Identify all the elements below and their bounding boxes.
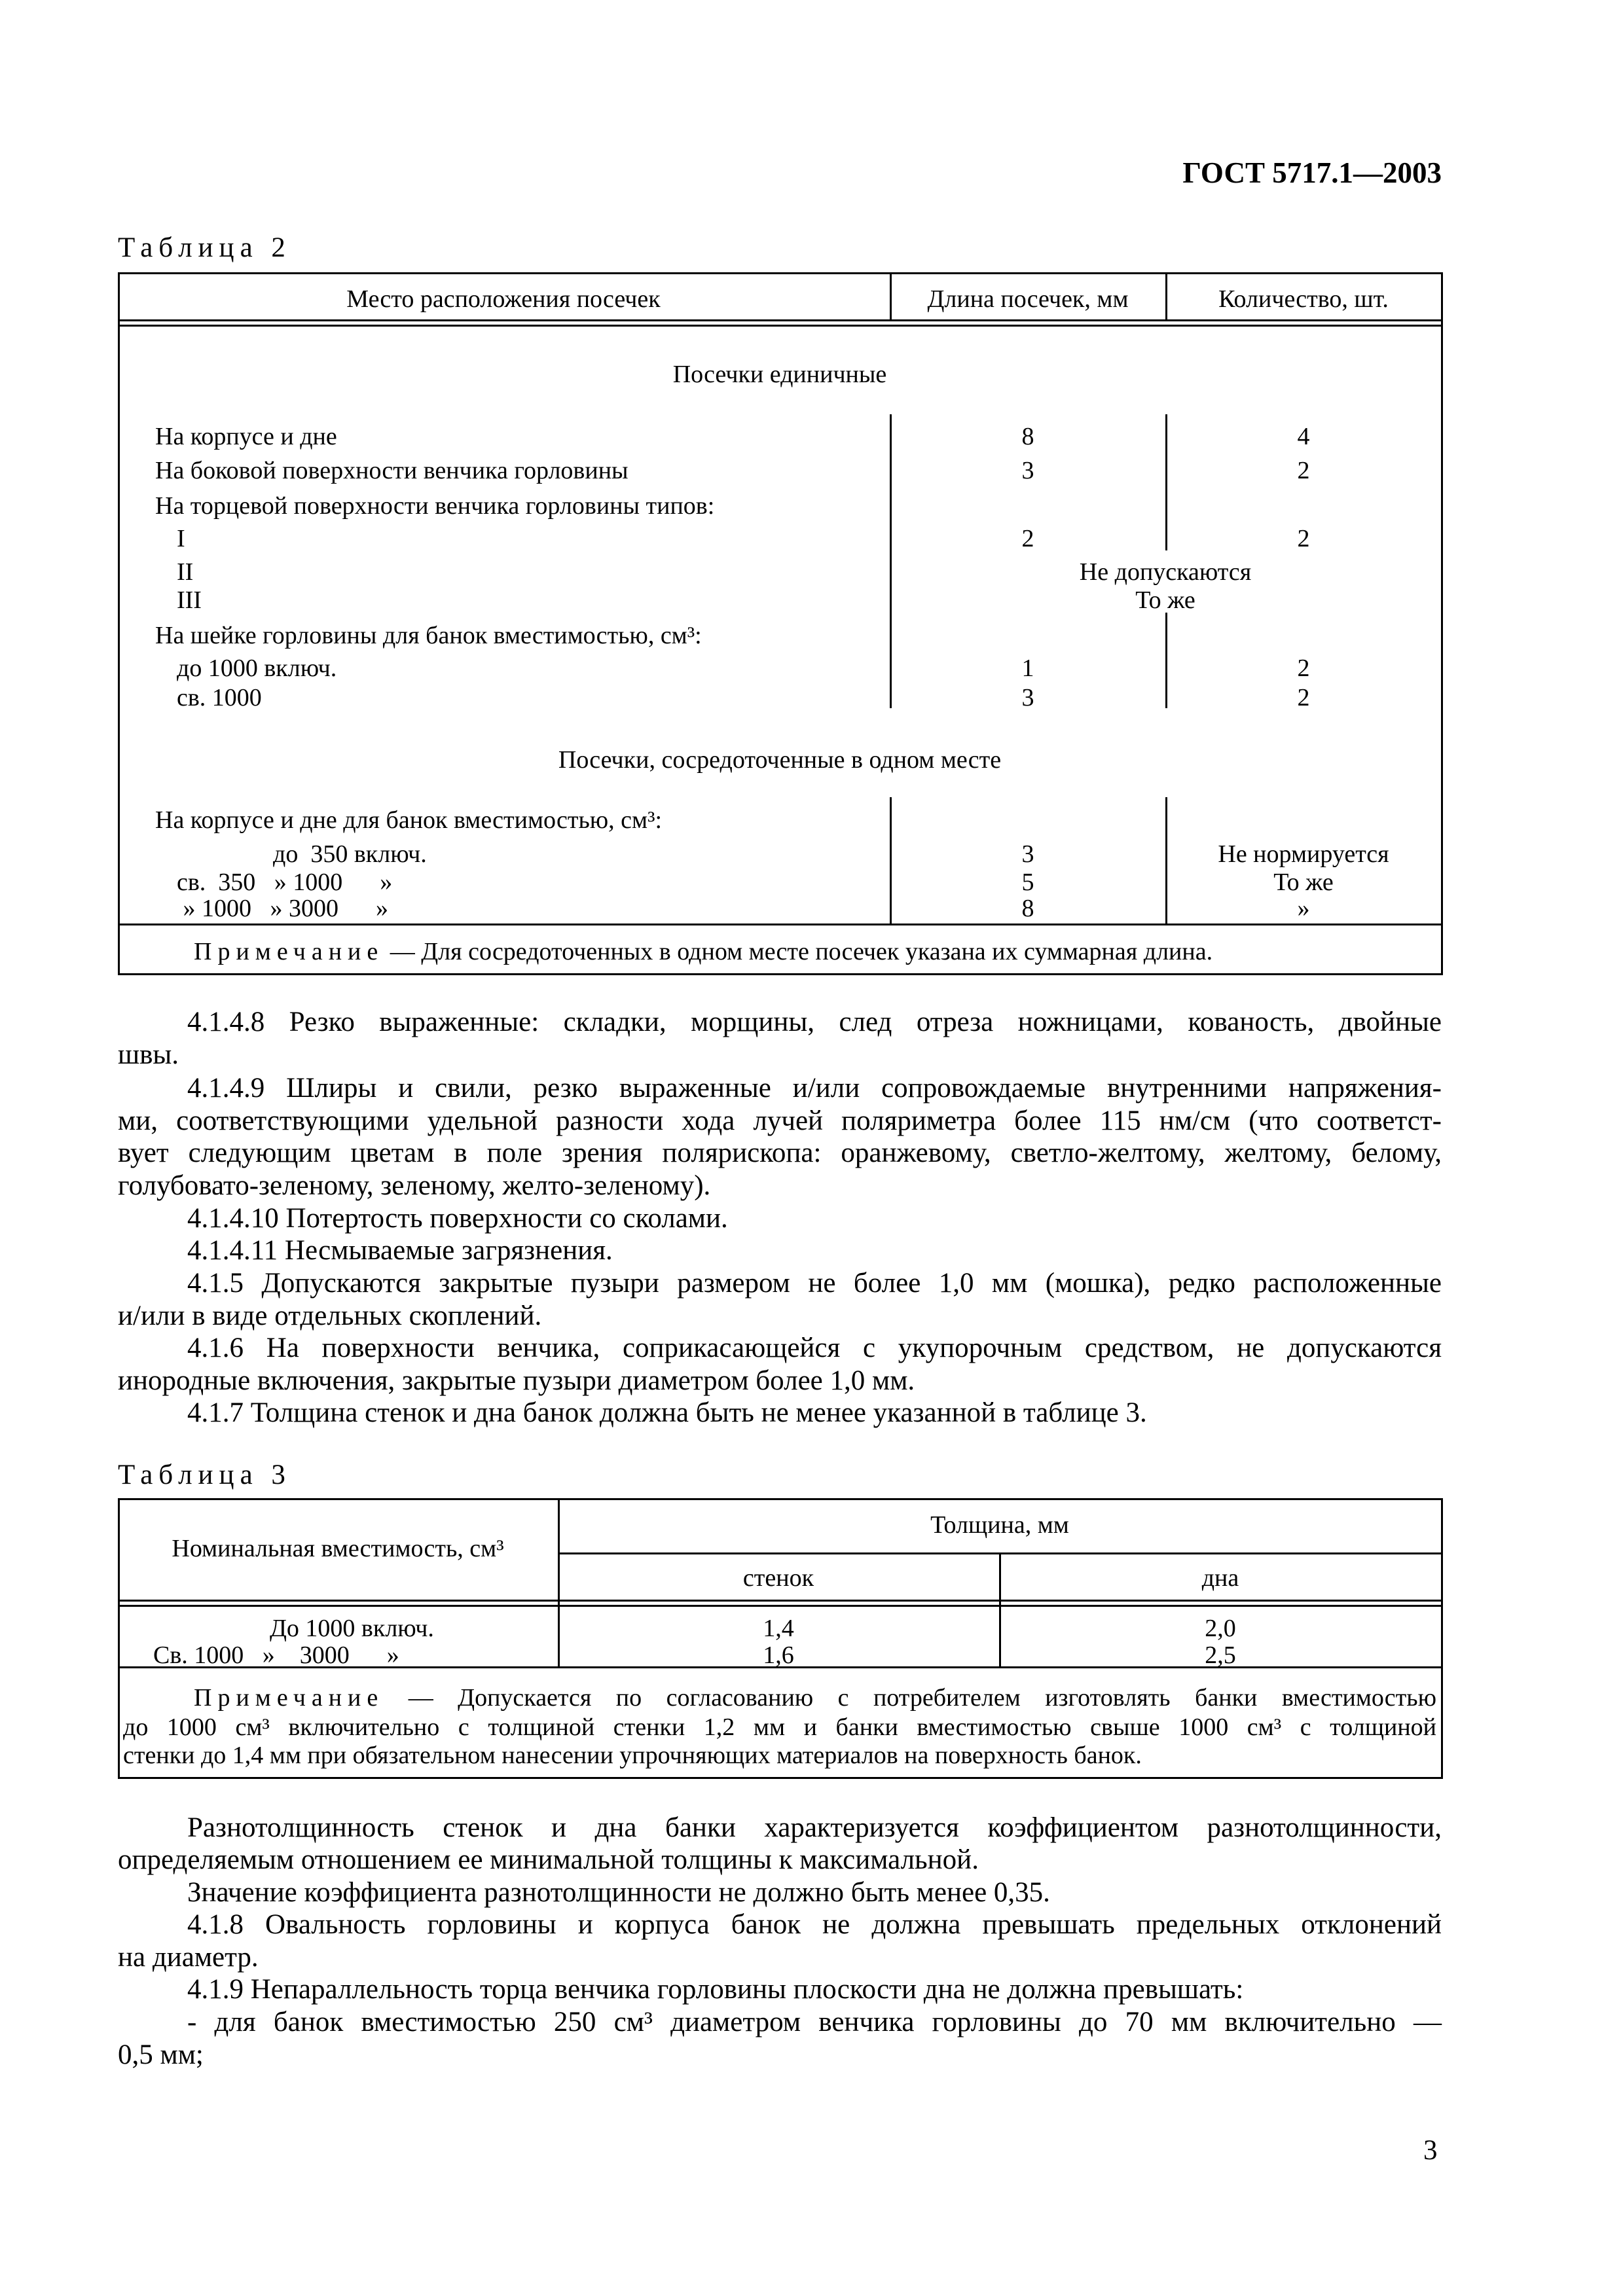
table-rule [118, 319, 1442, 321]
row-count [911, 489, 1623, 523]
table-rule [118, 1498, 1442, 1500]
paragraph-line: 4.1.9 Непараллельность торца венчика горловины плоскости дна не должна превышать: [187, 1974, 1244, 2005]
paragraph-line: определяемым отношением ее минимальной толщины к максимальной. [118, 1844, 979, 1875]
note-line: до 1000 см³ включительно с толщиной стенки 1,2 мм и банки вместимостью свыше 1000 см³ с толщиной [123, 1713, 1436, 1741]
table-caption: Таблица 3 [118, 1460, 291, 1490]
paragraph-line: 4.1.8 Овальность горловины и корпуса банок не должна превышать предельных отклонений [187, 1909, 1442, 1940]
row-place: св. 1000 [177, 684, 262, 711]
paragraph-line: и/или в виде отдельных скоплений. [118, 1300, 542, 1331]
table-rule [118, 973, 1442, 975]
paragraph-line: 4.1.4.9 Шлиры и свили, резко выраженные и/или сопровождаемые внутренними напряжения- [187, 1073, 1442, 1103]
paragraph-line: 0,5 мм; [118, 2039, 204, 2070]
row-length: 3 [1021, 840, 1034, 868]
column-header: Толщина, мм [930, 1511, 1069, 1539]
paragraph-line: вует следующим цветам в поле зрения полярископа: оранжевому, светло-желтому, желтому, белому, [118, 1138, 1442, 1168]
standard-code: ГОСТ 5717.1—2003 [1182, 156, 1442, 189]
table-rule [118, 272, 120, 975]
paragraph-line: 4.1.4.10 Потертость поверхности со сколами. [187, 1203, 728, 1234]
row-count: Не нормируется [1218, 840, 1389, 868]
row-count [911, 619, 1623, 653]
column-header: Количество, шт. [1218, 285, 1389, 313]
row-place: На корпусе и дне для банок вместимостью, см³: [155, 806, 663, 834]
column-header: стенок [742, 1564, 814, 1592]
row-count: 2 [1297, 684, 1310, 711]
row-count: 2 [1297, 525, 1310, 552]
table-rule [118, 1605, 1442, 1607]
group-title: Посечки единичные [672, 361, 887, 388]
paragraph-line: ми, соответствующими удельной разности хода лучей поляриметра более 115 нм/см (что соответст- [118, 1105, 1442, 1136]
row-place: На торцевой поверхности венчика горловины типов: [155, 492, 715, 520]
row-count: 4 [1297, 423, 1310, 450]
row-count: » [1297, 895, 1310, 922]
table-caption: Таблица 2 [118, 232, 291, 263]
row-place: II [177, 558, 194, 586]
note-line: стенки до 1,4 мм при обязательном нанесении упрочняющих материалов на поверхность банок. [123, 1742, 1142, 1769]
column-header: дна [1201, 1564, 1239, 1592]
column-header: Номинальная вместимость, см³ [172, 1535, 504, 1562]
row-capacity: До 1000 включ. [270, 1615, 434, 1642]
row-place: На шейке горловины для банок вместимостью, см³: [155, 622, 702, 649]
row-count: 2 [1297, 655, 1310, 682]
row-merged-value: То же [1135, 586, 1195, 614]
row-length: 5 [1021, 869, 1034, 896]
paragraph-line: 4.1.5 Допускаются закрытые пузыри размером не более 1,0 мм (мошка), редко расположенные [187, 1268, 1442, 1299]
row-merged-value: Не допускаются [1079, 558, 1252, 586]
table-rule [118, 1600, 1442, 1602]
note-label: Примечание [194, 1684, 384, 1712]
paragraph-line: 4.1.4.8 Резко выраженные: складки, морщины, след отреза ножницами, кованость, двойные [187, 1007, 1442, 1037]
row-length: 8 [1021, 895, 1034, 922]
row-length: 3 [1021, 457, 1034, 484]
row-place: » 1000 » 3000 » [177, 895, 388, 922]
paragraph-line: на диаметр. [118, 1942, 259, 1973]
row-bottom: 2,0 [1205, 1615, 1236, 1642]
table-rule [118, 1777, 1442, 1779]
row-walls: 1,6 [763, 1641, 794, 1669]
row-place: III [177, 586, 202, 614]
paragraph-line: 4.1.6 На поверхности венчика, соприкасающейся с укупорочным средством, не допускаются [187, 1333, 1442, 1363]
row-place: I [177, 525, 185, 552]
row-count [911, 803, 1623, 837]
row-walls: 1,4 [763, 1615, 794, 1642]
note-text: — Допускается по согласованию с потребителем изготовлять банки вместимостью [384, 1684, 1436, 1712]
note-label: Примечание [194, 938, 384, 965]
paragraph-line: 4.1.4.11 Несмываемые загрязнения. [187, 1235, 613, 1266]
row-place: св. 350 » 1000 » [177, 869, 393, 896]
column-header: Длина посечек, мм [927, 285, 1129, 313]
page-number: 3 [1423, 2135, 1438, 2166]
table-rule [118, 325, 1442, 327]
paragraph-line: швы. [118, 1039, 179, 1070]
paragraph-line: Разнотолщинность стенок и дна банки характеризуется коэффициентом разнотолщинности, [187, 1812, 1442, 1843]
row-place: На боковой поверхности венчика горловины [155, 457, 629, 484]
table-rule [118, 272, 1442, 274]
row-place: На корпусе и дне [155, 423, 337, 450]
row-length: 3 [1021, 684, 1034, 711]
row-place: до 350 включ. [273, 840, 427, 868]
row-length: 1 [1021, 655, 1034, 682]
row-count: То же [1273, 869, 1334, 896]
row-place: до 1000 включ. [177, 655, 337, 682]
paragraph-line: Значение коэффициента разнотолщинности не должно быть менее 0,35. [187, 1877, 1050, 1908]
row-length: 2 [1021, 525, 1034, 552]
paragraph-line: 4.1.7 Толщина стенок и дна банок должна быть не менее указанной в таблице 3. [187, 1397, 1147, 1428]
row-length: 8 [1021, 423, 1034, 450]
row-count: 2 [1297, 457, 1310, 484]
paragraph-line: голубовато-зеленому, зеленому, желто-зеленому). [118, 1170, 711, 1201]
table-note [194, 935, 1213, 969]
note-text: — Для сосредоточенных в одном месте посечек указана их суммарная длина. [384, 938, 1213, 965]
paragraph-line: - для банок вместимостью 250 см³ диаметром венчика горловины до 70 мм включительно — [187, 2007, 1442, 2037]
row-capacity: Св. 1000 » 3000 » [153, 1641, 399, 1669]
row-bottom: 2,5 [1205, 1641, 1236, 1669]
paragraph-line: инородные включения, закрытые пузыри диаметром более 1,0 мм. [118, 1365, 915, 1396]
group-title: Посечки, сосредоточенные в одном месте [558, 746, 1002, 774]
column-header: Место расположения посечек [346, 285, 661, 313]
